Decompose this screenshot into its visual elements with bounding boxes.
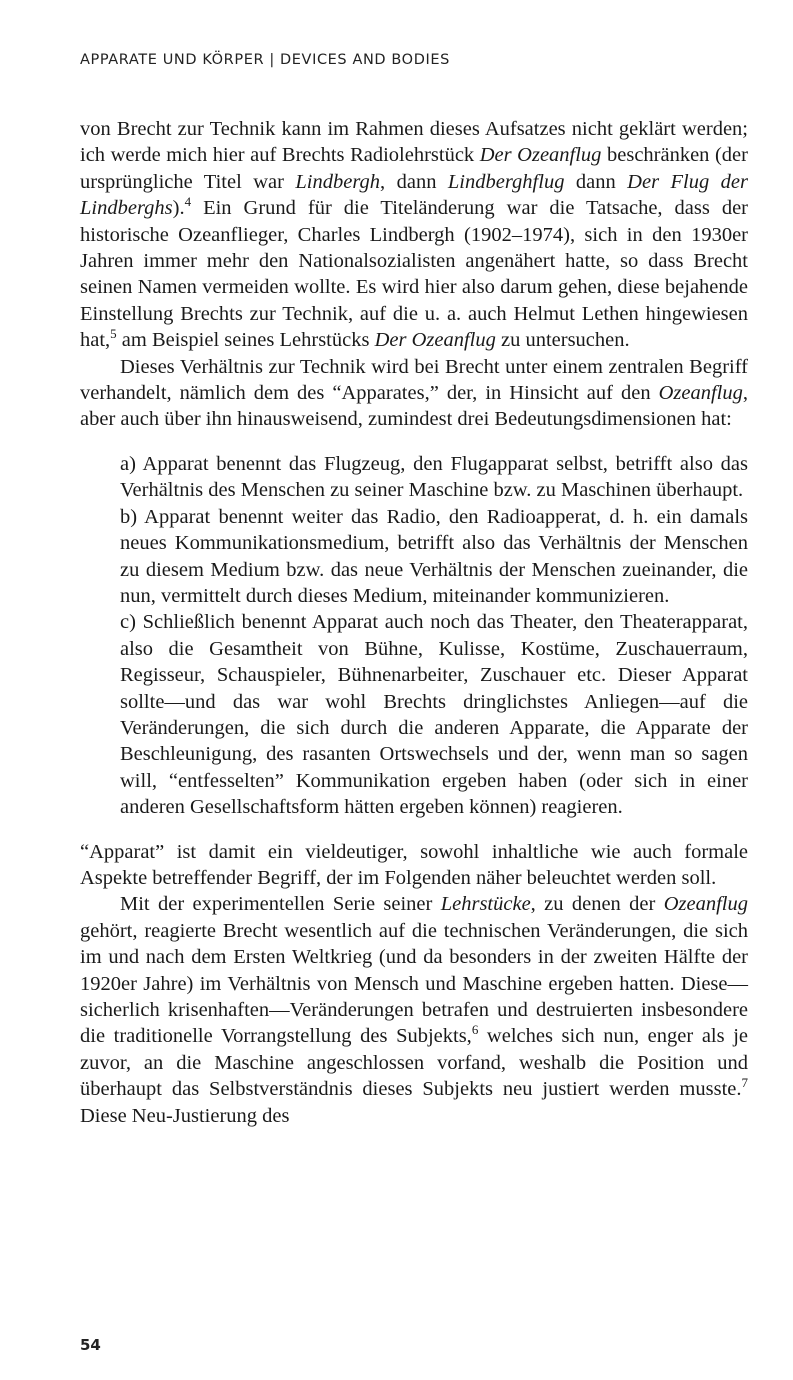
work-title: Der Flug der Lindberghs [80, 170, 748, 220]
body-text [80, 116, 748, 1129]
quote-item-b: b) Apparat benennt weiter das Radio, den Radioapperat, d. h. ein damals neues Kommunikationsmedium, betrifft also das Verhältnis der Menschen zu diesem Medium bzw. das neue Verhältnis der Menschen zueinander, die nun, vermittelt durch dieses Medium, miteinander kommunizieren. [120, 505, 748, 607]
paragraph-1: von Brecht zur Technik kann im Rahmen dieses Aufsatzes nicht geklärt werden; ich werde mich hier auf Brechts Radiolehrstück Der Ozeanflug beschränken (der ursprüngliche Titel war Lindbergh, dann Lindberghflug dann Der Flug der Lindberghs).$^4$ Ein Grund für die Titeländerung war die Tatsache, dass der historische Ozeanflieger, Charles Lindbergh (1902–1974), sich in den 1930er Jahren immer mehr den Nationalsozialisten angenähert hatte, so dass Brecht seinen Namen vermeiden wollte. Es wird hier also darum gehen, diese bejahende Einstellung Brechts zur Technik, auf die u. a. auch Helmut Lethen hingewiesen hat,$^5$ am Beispiel seines Lehrstücks Der Ozeanflug zu untersuchen. [80, 118, 748, 352]
work-title: Der Ozeanflug [479, 144, 602, 167]
quote-item-c: c) Schließlich benennt Apparat auch noch das Theater, den Theaterapparat, also die Gesamtheit von Bühne, Kulisse, Kostüme, Zuschauerraum, Regisseur, Schauspieler, Bühnenarbeiter, Zuschauer etc. Dieser Apparat sollte—und das war wohl Brechts dringlichstes Anliegen—auf die Veränderungen, die sich durch die anderen Apparate, die Apparate der Beschleunigung, des rasanten Ortswechsels und der, wenn man so sagen will, “entfesselten” Kommunikation ergeben haben (oder sich in einer anderen Gesellschaftsform hätten ergeben können) reagieren. [120, 611, 748, 819]
footnote-marker[interactable]: 6 [471, 1022, 479, 1038]
footnote-marker[interactable]: 7 [741, 1075, 748, 1091]
block-quote [120, 451, 748, 821]
page-number: 54 [80, 1336, 101, 1354]
footnote-marker[interactable]: 4 [184, 194, 192, 210]
work-title: Lindbergh [295, 170, 381, 193]
work-title: Ozeanflug [658, 382, 743, 405]
paragraph-3: “Apparat” ist damit ein vieldeutiger, sowohl inhaltliche wie auch formale Aspekte betreffender Begriff, der im Folgenden näher beleuchtet werden soll. [80, 840, 748, 889]
work-title: Ozeanflug [663, 893, 748, 916]
footnote-marker[interactable]: 5 [110, 326, 117, 342]
work-title: Der Ozeanflug [374, 329, 496, 352]
running-head: APPARATE UND KÖRPER | DEVICES AND BODIES [80, 52, 450, 68]
paragraph-4: Mit der experimentellen Serie seiner Lehrstücke, zu denen der Ozeanflug gehört, reagierte Brecht wesentlich auf die technischen Veränderungen, die sich im und nach dem Ersten Weltkrieg (und da besonders in der zweiten Hälfte der 1920er Jahre) im Verhältnis von Mensch und Maschine ergeben hatten. Diese—sicherlich krisenhaften—Veränderungen betrafen und destruierten insbesondere die traditionelle Vorrangstellung des Subjekts,$^6$ welches sich nun, enger als je zuvor, an die Maschine angeschlossen vorfand, weshalb die Position und überhaupt das Selbstverständnis dieses Subjekts neu justiert werden musste.$^7$ Diese Neu-Justierung des [80, 893, 748, 1127]
paragraph-2: Dieses Verhältnis zur Technik wird bei Brecht unter einem zentralen Begriff verhandelt, nämlich dem des “Apparates,” der, in Hinsicht auf den Ozeanflug, aber auch über ihn hinausweisend, zumindest drei Bedeutungsdimensionen hat: [80, 355, 748, 431]
work-title: Lindberghflug [447, 170, 565, 193]
quote-item-a: a) Apparat benennt das Flugzeug, den Flugapparat selbst, betrifft also das Verhältnis des Menschen zu seiner Maschine bzw. zu Maschinen überhaupt. [120, 452, 748, 502]
work-title: Lehrstücke [440, 893, 531, 916]
